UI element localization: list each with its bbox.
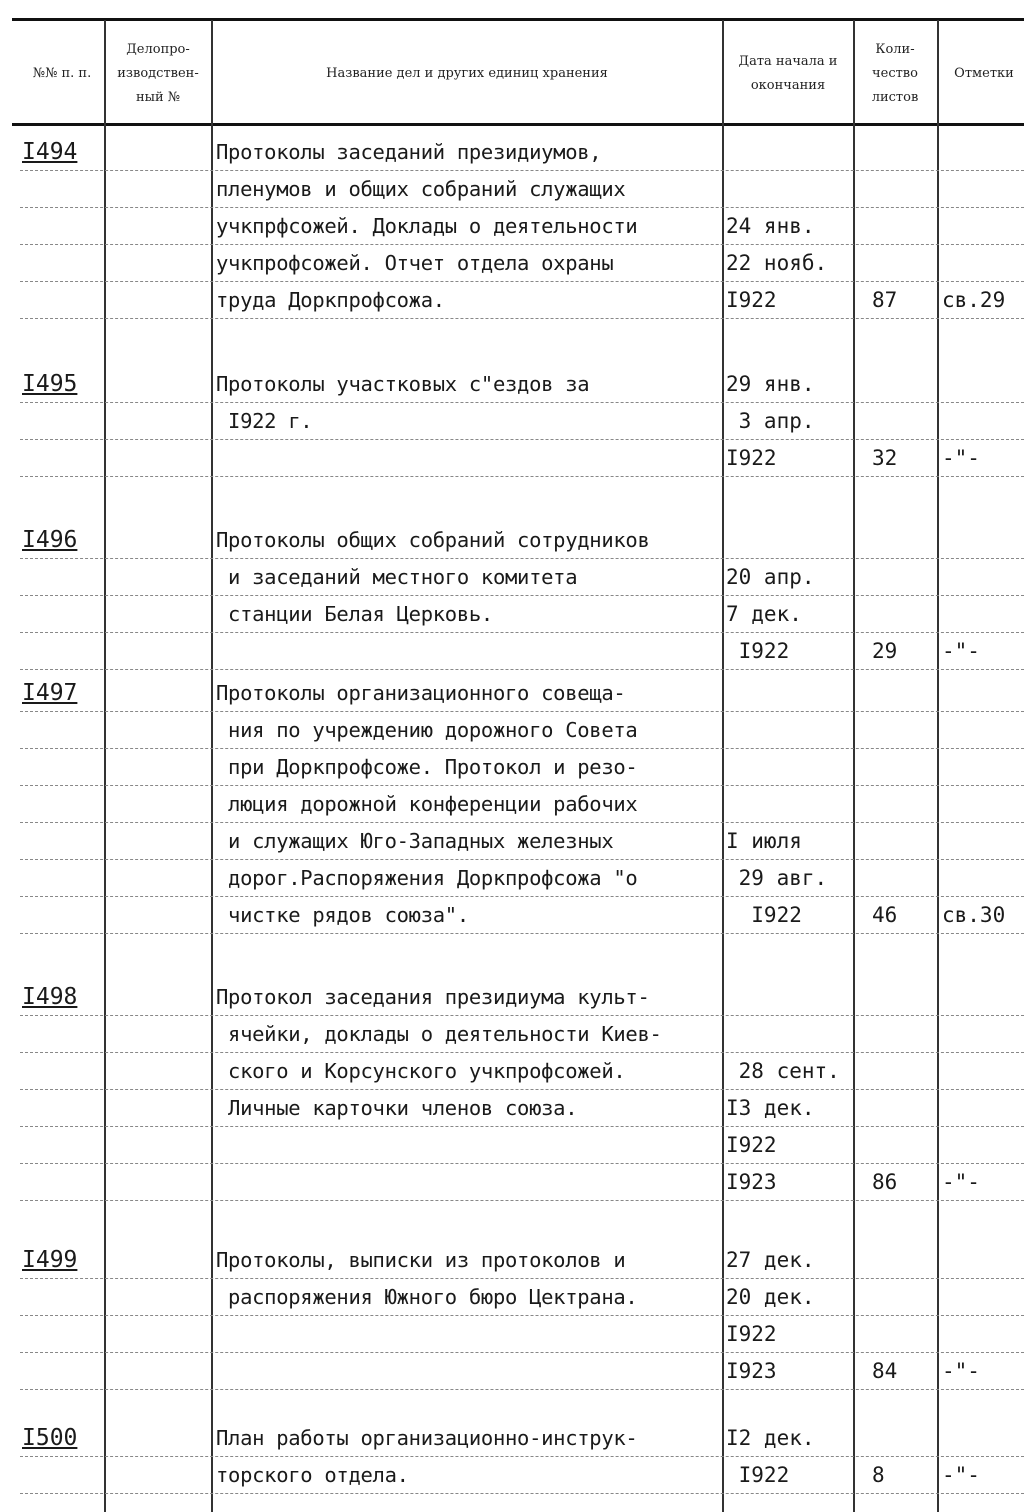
entry-title: торского отдела.	[216, 1463, 409, 1487]
entry-notes	[942, 823, 1024, 860]
entry-row	[0, 897, 1024, 934]
entry-date	[726, 979, 854, 1016]
entry-count	[872, 1242, 932, 1279]
entry-title: распоряжения Южного бюро Цектрана.	[216, 1285, 638, 1309]
entry-count	[872, 1420, 932, 1457]
entry-count	[872, 1316, 932, 1353]
entry-count: 87	[872, 288, 898, 312]
entry-number: I497	[22, 680, 78, 706]
entry-notes	[942, 245, 1024, 282]
entry-row	[0, 860, 1024, 897]
inventory-entry	[0, 1420, 1024, 1494]
entry-row	[0, 596, 1024, 633]
entry-row	[0, 1016, 1024, 1053]
entry-notes	[942, 208, 1024, 245]
entry-row	[0, 522, 1024, 559]
entry-row	[0, 1164, 1024, 1201]
entry-notes	[942, 134, 1024, 171]
entry-count: 84	[872, 1359, 898, 1383]
entry-notes	[942, 403, 1024, 440]
entry-row	[0, 675, 1024, 712]
entry-date: I922	[726, 446, 777, 470]
entry-title: Протоколы, выписки из протоколов и	[216, 1248, 626, 1272]
entry-title: Протокол заседания президиума культ-	[216, 985, 650, 1009]
entry-notes	[942, 171, 1024, 208]
entry-row	[0, 1242, 1024, 1279]
entry-count	[872, 823, 932, 860]
entry-notes	[942, 979, 1024, 1016]
entry-date: I922	[726, 1463, 790, 1487]
entry-row	[0, 1457, 1024, 1494]
entry-title: I922 г.	[216, 409, 313, 433]
entry-count: 32	[872, 446, 898, 470]
entry-title: чистке рядов союза".	[216, 903, 469, 927]
entry-date: 22 нояб.	[726, 251, 828, 275]
entry-count	[872, 712, 932, 749]
entry-date: I923	[726, 1359, 777, 1383]
entry-notes: -"-	[942, 1170, 980, 1194]
entry-date: 24 янв.	[726, 214, 815, 238]
entry-count	[872, 1127, 932, 1164]
entry-row	[0, 245, 1024, 282]
entry-number: I500	[22, 1425, 78, 1451]
entry-notes: -"-	[942, 639, 980, 663]
entry-date: 3 апр.	[726, 409, 815, 433]
entry-date	[726, 1016, 854, 1053]
entry-date: 29 янв.	[726, 372, 815, 396]
entry-title: и заседаний местного комитета	[216, 565, 578, 589]
entry-count: 46	[872, 903, 898, 927]
entry-title: дорог.Распоряжения Доркпрофсожа "о	[216, 866, 638, 890]
entry-title: Протоколы организационного совеща-	[216, 681, 626, 705]
entry-title: и служащих Юго-Западных железных	[216, 829, 614, 853]
entry-row	[0, 633, 1024, 670]
entry-notes	[942, 1127, 1024, 1164]
entry-row	[0, 1316, 1024, 1353]
entry-count	[872, 171, 932, 208]
entry-row	[0, 403, 1024, 440]
entry-notes	[942, 522, 1024, 559]
entry-title: люция дорожной конференции рабочих	[216, 792, 638, 816]
inventory-entry	[0, 675, 1024, 934]
entry-row	[0, 366, 1024, 403]
entry-count	[872, 522, 932, 559]
entry-row	[0, 1353, 1024, 1390]
entry-number: I496	[22, 527, 78, 553]
entry-title: учкпрофсожей. Отчет отдела охраны	[216, 251, 614, 275]
entry-title: ского и Корсунского учкпрофсожей.	[216, 1059, 626, 1083]
inventory-entry	[0, 1242, 1024, 1390]
entry-count	[872, 675, 932, 712]
header-count: Коли- чество листов	[871, 42, 919, 105]
entry-count	[872, 596, 932, 633]
entry-count: 8	[872, 1463, 885, 1487]
entry-row	[0, 559, 1024, 596]
entry-title: труда Доркпрофсожа.	[216, 288, 445, 312]
entry-notes: -"-	[942, 1463, 980, 1487]
entry-row	[0, 1127, 1024, 1164]
entry-row	[0, 1090, 1024, 1127]
inventory-entry	[0, 522, 1024, 670]
header-title: Название дел и других единиц хранения	[326, 66, 608, 81]
entry-title	[216, 1127, 726, 1164]
entry-date: I922	[726, 1133, 777, 1157]
entry-count	[872, 1090, 932, 1127]
entry-row	[0, 823, 1024, 860]
entry-title: Протоколы заседаний президиумов,	[216, 140, 602, 164]
entry-date: 29 авг.	[726, 866, 828, 890]
entry-number: I494	[22, 139, 78, 165]
entry-notes	[942, 860, 1024, 897]
entry-row	[0, 134, 1024, 171]
entry-date	[726, 522, 854, 559]
entry-date: I922	[726, 639, 790, 663]
entry-date: 27 дек.	[726, 1248, 815, 1272]
entry-notes	[942, 1279, 1024, 1316]
entry-title: при Доркпрофсоже. Протокол и резо-	[216, 755, 638, 779]
entry-date	[726, 786, 854, 823]
entry-date: I июля	[726, 829, 802, 853]
entry-title	[216, 1316, 726, 1353]
entry-number: I498	[22, 984, 78, 1010]
entry-notes: св.29	[942, 288, 1006, 312]
header-notes: Отметки	[954, 66, 1014, 81]
entry-date: 7 дек.	[726, 602, 802, 626]
entry-count: 29	[872, 639, 898, 663]
entry-notes	[942, 1316, 1024, 1353]
entry-notes	[942, 675, 1024, 712]
entry-title	[216, 1164, 726, 1201]
entry-count	[872, 1016, 932, 1053]
entry-date: 20 апр.	[726, 565, 815, 589]
entry-date: I922	[726, 288, 777, 312]
entry-notes	[942, 559, 1024, 596]
entry-notes: -"-	[942, 446, 980, 470]
inventory-entry	[0, 366, 1024, 477]
entry-count	[872, 559, 932, 596]
entry-row	[0, 171, 1024, 208]
entry-date	[726, 675, 854, 712]
entry-notes	[942, 1053, 1024, 1090]
entry-row	[0, 282, 1024, 319]
entry-title: ячейки, доклады о деятельности Киев-	[216, 1022, 662, 1046]
entry-notes	[942, 1090, 1024, 1127]
entry-title	[216, 440, 726, 477]
entry-count	[872, 403, 932, 440]
entry-notes: -"-	[942, 1359, 980, 1383]
entry-count	[872, 979, 932, 1016]
entry-title: ния по учреждению дорожного Совета	[216, 718, 638, 742]
entry-number: I495	[22, 371, 78, 397]
header-num: №№ п. п.	[32, 66, 92, 81]
entry-count	[872, 1279, 932, 1316]
entry-date	[726, 749, 854, 786]
entry-notes	[942, 1016, 1024, 1053]
entry-count	[872, 749, 932, 786]
entry-notes	[942, 596, 1024, 633]
entry-row	[0, 979, 1024, 1016]
entry-date	[726, 134, 854, 171]
entry-date: I923	[726, 1170, 777, 1194]
entry-date: I3 дек.	[726, 1096, 815, 1120]
entry-row	[0, 1279, 1024, 1316]
entry-row	[0, 712, 1024, 749]
entry-number: I499	[22, 1247, 78, 1273]
entry-notes	[942, 786, 1024, 823]
entry-count: 86	[872, 1170, 898, 1194]
entry-title: План работы организационно-инструк-	[216, 1426, 638, 1450]
entry-notes: св.30	[942, 903, 1006, 927]
header-delo: Делопро- изводствен- ный №	[117, 42, 199, 105]
entry-date: I2 дек.	[726, 1426, 815, 1450]
entry-date	[726, 712, 854, 749]
entry-date: 28 сент.	[726, 1059, 840, 1083]
entry-date: 20 дек.	[726, 1285, 815, 1309]
entry-count	[872, 1053, 932, 1090]
entry-notes	[942, 1420, 1024, 1457]
entry-date	[726, 171, 854, 208]
entry-row	[0, 208, 1024, 245]
entry-count	[872, 860, 932, 897]
entry-notes	[942, 712, 1024, 749]
entry-count	[872, 208, 932, 245]
entry-title	[216, 1353, 726, 1390]
entry-notes	[942, 1242, 1024, 1279]
entry-row	[0, 786, 1024, 823]
entry-title: пленумов и общих собраний служащих	[216, 177, 626, 201]
entry-count	[872, 366, 932, 403]
entry-row	[0, 440, 1024, 477]
entry-date: I922	[726, 903, 802, 927]
entry-title	[216, 633, 726, 670]
entry-date: I922	[726, 1322, 777, 1346]
entry-title: Протоколы участковых с"ездов за	[216, 372, 590, 396]
entry-count	[872, 786, 932, 823]
entry-count	[872, 245, 932, 282]
entry-row	[0, 1420, 1024, 1457]
header-dates: Дата начала и окончания	[738, 54, 838, 93]
entry-row	[0, 749, 1024, 786]
entry-count	[872, 134, 932, 171]
entry-notes	[942, 749, 1024, 786]
entry-row	[0, 1053, 1024, 1090]
entry-notes	[942, 366, 1024, 403]
entry-title: Личные карточки членов союза.	[216, 1096, 578, 1120]
top-rule	[12, 18, 1024, 21]
entry-title: учкпрфсожей. Доклады о деятельности	[216, 214, 638, 238]
inventory-entry	[0, 979, 1024, 1201]
entry-title: станции Белая Церковь.	[216, 602, 493, 626]
inventory-entry	[0, 134, 1024, 319]
entry-title: Протоколы общих собраний сотрудников	[216, 528, 650, 552]
